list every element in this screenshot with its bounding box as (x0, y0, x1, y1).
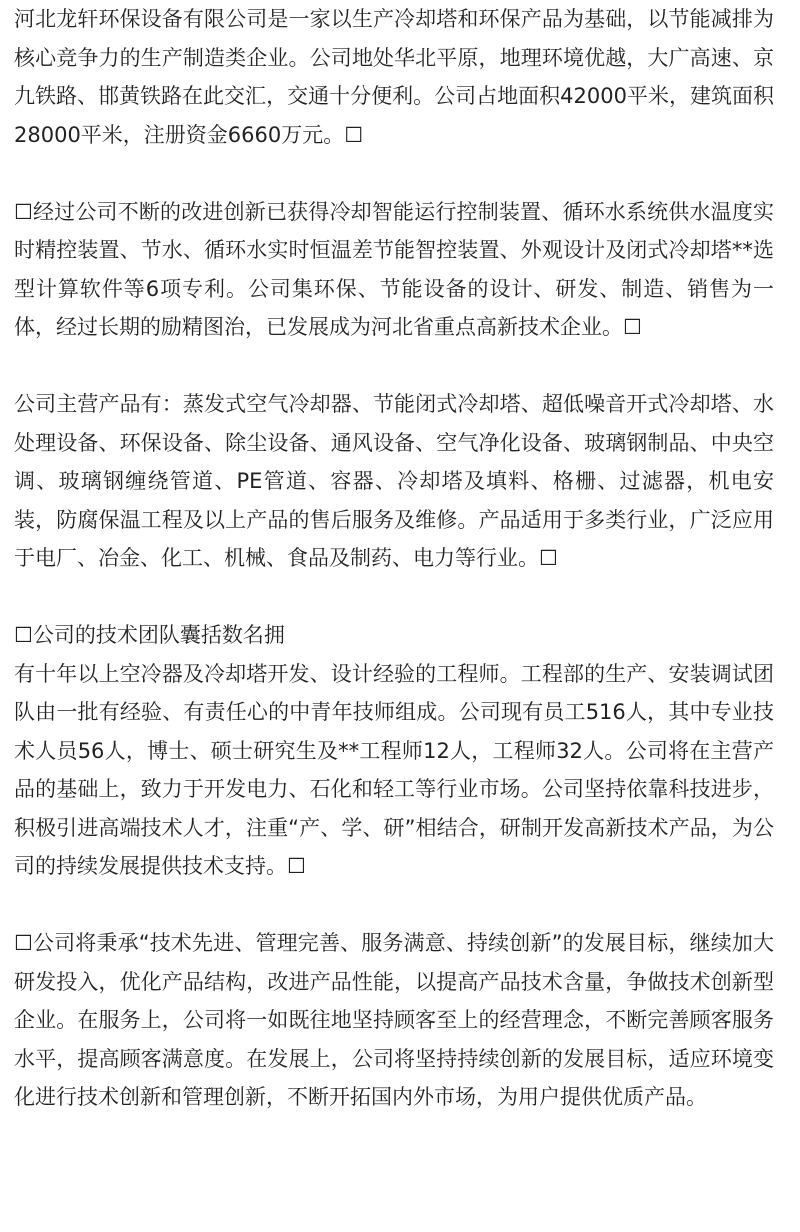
paragraph-goals: ☐公司将秉承“技术先进、管理完善、服务满意、持续创新”的发展目标，继续加大研发投入，优化产品结构，改进产品性能，以提高产品技术含量，争做技术创新型企业。在服务上，公司将一如既往地坚持顾客至上的经营理念，不断完善顾客服务水平，提高顾客满意度。在发展上，公司将坚持持续创新的发展目标，适应环境变化进行技术创新和管理创新，不断开拓国内外市场，为用户提供优质产品。 (14, 931, 774, 1109)
paragraph-team: ☐公司的技术团队囊括数名拥 有十年以上空冷器及冷却塔开发、设计经验的工程师。工程部的生产、安装调试团队由一批有经验、有责任心的中青年技师组成。公司现有员工516人，其中专业技术人员56人，博士、硕士研究生及**工程师12人，工程师32人。公司将在主营产品的基础上，致力于开发电力、石化和轻工等行业市场。公司坚持依靠科技进步，积极引进高端技术人才，注重“产、学、研”相结合，研制开发高新技术产品，为公司的持续发展提供技术支持。☐ (14, 623, 774, 878)
paragraph-products: 公司主营产品有：蒸发式空气冷却器、节能闭式冷却塔、超低噪音开式冷却塔、水处理设备、环保设备、除尘设备、通风设备、空气净化设备、玻璃钢制品、中央空调、玻璃钢缠绕管道、PE管道、容器、冷却塔及填料、格栅、过滤器，机电安装，防腐保温工程及以上产品的售后服务及维修。产品适用于多类行业，广泛应用于电厂、冶金、化工、机械、食品及制药、电力等行业。☐ (14, 392, 774, 570)
paragraph-company-intro: 河北龙轩环保设备有限公司是一家以生产冷却塔和环保产品为基础，以节能减排为核心竞争力的生产制造类企业。公司地处华北平原，地理环境优越，大广高速、京九铁路、邯黄铁路在此交汇，交通十分便利。公司占地面积42000平米，建筑面积28000平米，注册资金6660万元。☐ (14, 7, 774, 147)
paragraph-patents: ☐经过公司不断的改进创新已获得冷却智能运行控制装置、循环水系统供水温度实时精控装置、节水、循环水实时恒温差节能智控装置、外观设计及闭式冷却塔**选型计算软件等6项专利。公司集环保、节能设备的设计、研发、制造、销售为一体，经过长期的励精图治，已发展成为河北省重点高新技术企业。☐ (14, 199, 774, 339)
